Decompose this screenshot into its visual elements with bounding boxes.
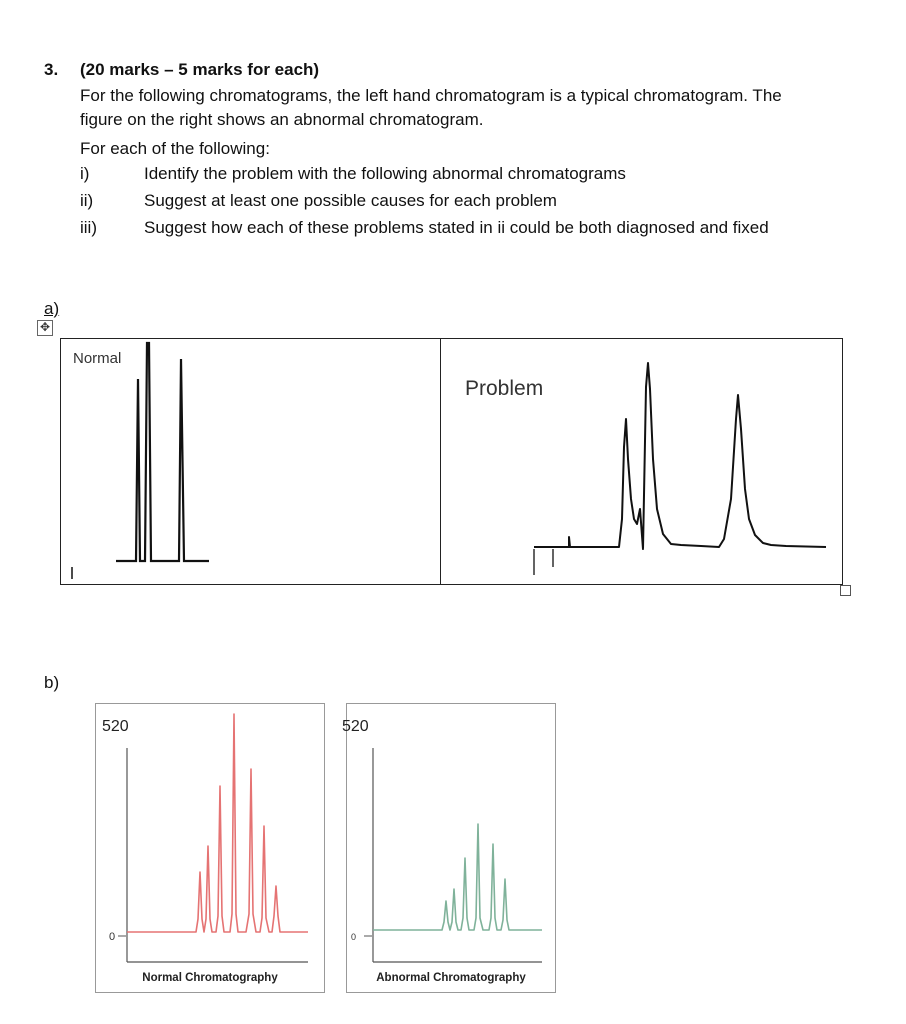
part-b-label: b) — [44, 673, 60, 692]
question-number: 3. — [44, 60, 59, 79]
item-text: Identify the problem with the following abnormal chromatograms — [144, 164, 626, 183]
problem-title: Problem — [465, 377, 544, 400]
normal-title: Normal — [73, 350, 122, 367]
abnormal-ymax-label: 520 — [342, 718, 369, 735]
normal-chromatography-figure — [96, 704, 324, 992]
part-a-label: a) — [44, 299, 60, 318]
item-label: i) — [80, 164, 90, 183]
question-heading: (20 marks – 5 marks for each) — [80, 60, 320, 79]
normal-chromatogram-panel — [60, 338, 441, 585]
normal-caption: Normal Chromatography — [142, 972, 278, 984]
table-resize-handle-icon[interactable] — [840, 585, 851, 596]
problem-chromatogram-panel — [440, 338, 843, 585]
problem-trace — [534, 363, 826, 549]
abnormal-chromatography-panel — [342, 703, 556, 993]
problem-chromatogram-figure — [441, 339, 842, 584]
normal-ymax-label: 520 — [102, 718, 129, 735]
normal-chromatography-panel — [95, 703, 325, 993]
intro-line-1: For the following chromatograms, the left hand chromatogram is a typical chromatogram. The — [80, 86, 782, 105]
instruction-text: For each of the following: — [80, 139, 270, 158]
item-label: iii) — [80, 218, 97, 237]
normal-chromatogram-figure — [61, 339, 440, 584]
abnormal-chromatography-trace — [373, 824, 542, 930]
intro-line-2: figure on the right shows an abnormal chromatogram. — [80, 110, 484, 129]
normal-chromatography-trace — [127, 714, 308, 932]
item-text: Suggest how each of these problems stated in ii could be both diagnosed and fixed — [144, 218, 769, 237]
table-move-handle-icon[interactable]: ✥ — [37, 320, 53, 336]
normal-ymin-label: 0 — [109, 931, 116, 943]
abnormal-ymin-label: 0 — [351, 932, 357, 942]
abnormal-chromatography-figure — [342, 704, 555, 992]
abnormal-caption: Abnormal Chromatography — [376, 972, 526, 984]
item-label: ii) — [80, 191, 94, 210]
normal-trace — [116, 343, 209, 561]
item-text: Suggest at least one possible causes for each problem — [144, 191, 557, 210]
